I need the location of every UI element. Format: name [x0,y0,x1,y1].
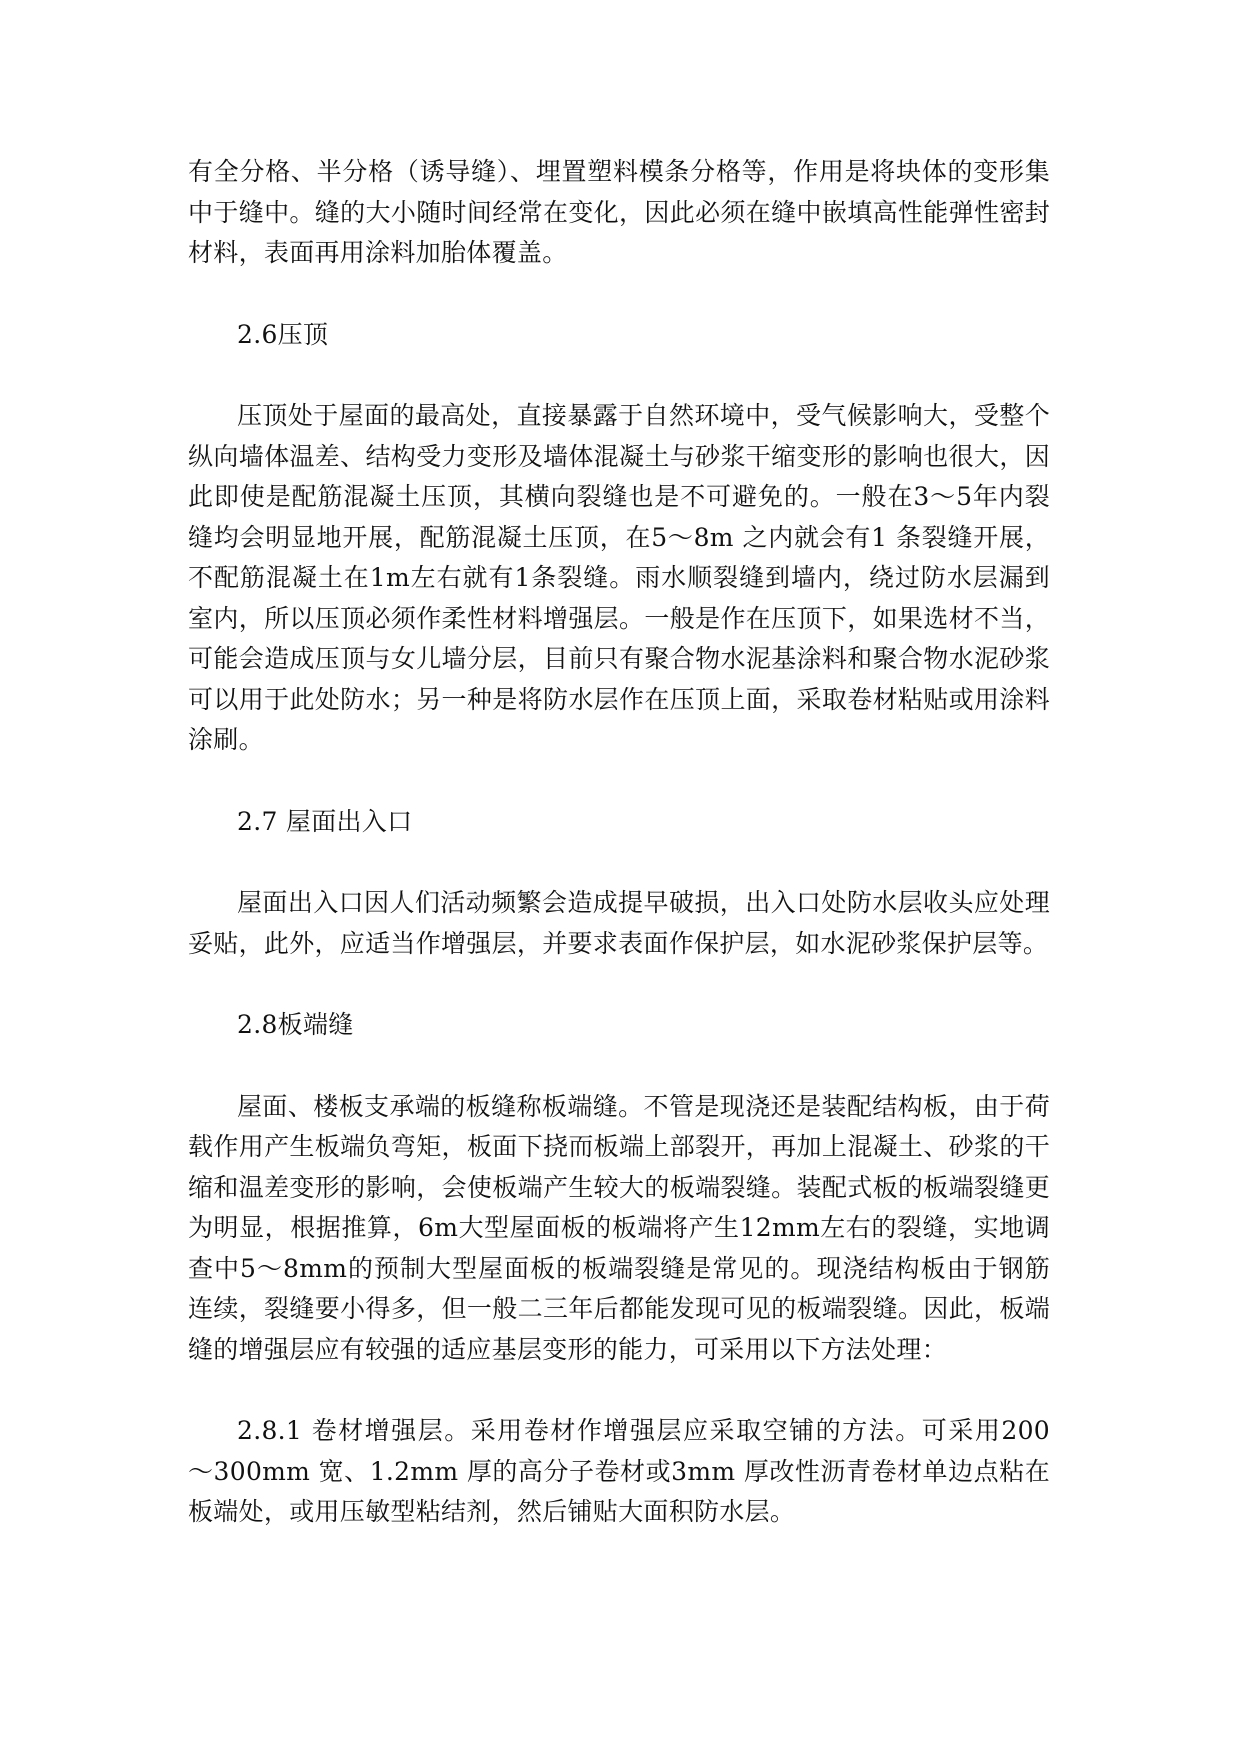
paragraph-spacer [188,964,1050,1005]
paragraph-spacer [188,355,1050,396]
paragraph-spacer [188,842,1050,883]
document-body [188,152,1050,1533]
paragraph-joint-division: 有全分格、半分格（诱导缝）、埋置塑料模条分格等，作用是将块体的变形集中于缝中。缝的大小随时间经常在变化，因此必须在缝中嵌填高性能弹性密封材料，表面再用涂料加胎体覆盖。 [188,157,1050,267]
paragraph-spacer [188,274,1050,315]
paragraph-slab-end-joint: 屋面、楼板支承端的板缝称板端缝。不管是现浇还是装配结构板，由于荷载作用产生板端负弯矩，板面下挠而板端上部裂开，再加上混凝土、砂浆的干缩和温差变形的影响，会使板端产生较大的板端裂缝。装配式板的板端裂缝更为明显，根据推算，6m大型屋面板的板端将产生12mm左右的裂缝，实地调查中5～8mm的预制大型屋面板的板端裂缝是常见的。现浇结构板由于钢筋连续，裂缝要小得多，但一般二三年后都能发现可见的板端裂缝。因此，板端缝的增强层应有较强的适应基层变形的能力，可采用以下方法处理： [188,1091,1050,1364]
paragraph-spacer [188,1046,1050,1087]
paragraph-coping: 压顶处于屋面的最高处，直接暴露于自然环境中，受气候影响大，受整个纵向墙体温差、结构受力变形及墙体混凝土与砂浆干缩变形的影响也很大，因此即使是配筋混凝土压顶，其横向裂缝也是不可避免的。一般在3～5年内裂缝均会明显地开展，配筋混凝土压顶，在5～8m 之内就会有1 条裂缝开展，不配筋混凝土在1m左右就有1条裂缝。雨水顺裂缝到墙内，绕过防水层漏到室内，所以压顶必须作柔性材料增强层。一般是作在压顶下，如果选材不当，可能会造成压顶与女儿墙分层，目前只有聚合物水泥基涂料和聚合物水泥砂浆可以用于此处防水；另一种是将防水层作在压顶上面，采取卷材粘贴或用涂料涂刷。 [188,401,1050,754]
paragraph-spacer [188,761,1050,802]
paragraph-membrane-reinforcement: 2.8.1 卷材增强层。采用卷材作增强层应采取空铺的方法。可采用200 ～300mm 宽、1.2mm 厚的高分子卷材或3mm 厚改性沥青卷材单边点粘在板端处，或用压敏型粘结剂，然后铺贴大面积防水层。 [188,1416,1050,1526]
section-heading-2-7: 2.7 屋面出入口 [237,806,413,836]
section-heading-2-6: 2.6压顶 [237,319,329,349]
paragraph-spacer [188,1370,1050,1411]
paragraph-roof-access: 屋面出入口因人们活动频繁会造成提早破损，出入口处防水层收头应处理妥贴，此外，应适当作增强层，并要求表面作保护层，如水泥砂浆保护层等。 [188,888,1050,958]
section-heading-2-8: 2.8板端缝 [237,1010,354,1039]
